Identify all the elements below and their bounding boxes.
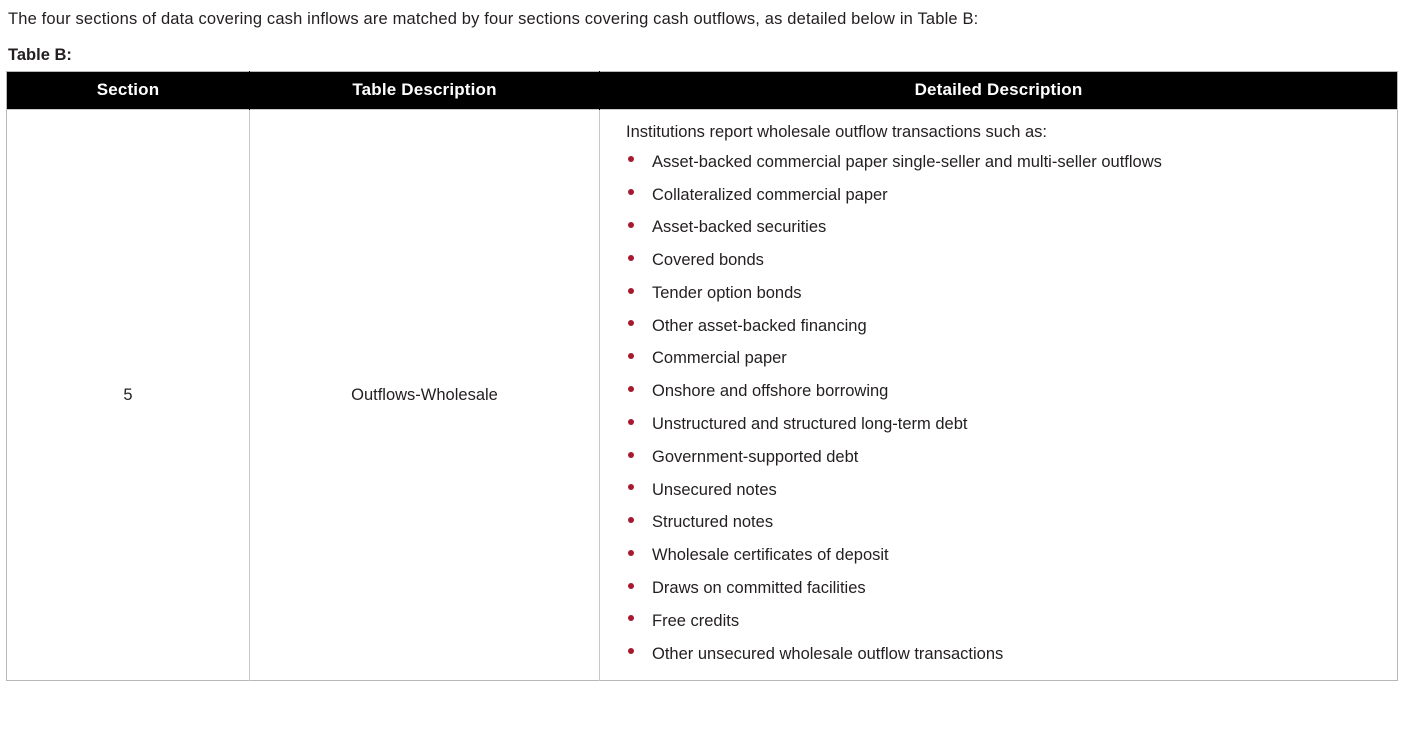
list-item-label: Covered bonds [652, 251, 764, 270]
table-body [7, 110, 1398, 681]
bullet-icon [628, 550, 634, 556]
list-item-label: Tender option bonds [652, 283, 802, 302]
list-item [626, 218, 1387, 238]
bullet-icon [628, 255, 634, 261]
list-item-label: Draws on committed facilities [652, 579, 866, 598]
bullet-icon [628, 156, 634, 162]
table-caption: Table B: [8, 46, 72, 65]
list-item-label: Asset-backed securities [652, 218, 827, 237]
list-item [626, 645, 1387, 665]
bullet-icon [628, 648, 634, 654]
list-item-label: Unstructured and structured long-term debt [652, 415, 968, 434]
list-item-label: Unsecured notes [652, 480, 777, 499]
list-item [626, 546, 1387, 566]
bullet-icon [628, 484, 634, 490]
list-item [626, 513, 1387, 533]
list-item [626, 251, 1387, 271]
list-item [626, 448, 1387, 468]
table-b [6, 71, 1398, 681]
cell-table-description: Outflows-Wholesale [250, 110, 600, 681]
list-item-label: Asset-backed commercial paper single-seller and multi-seller outflows [652, 152, 1162, 171]
bullet-icon [628, 222, 634, 228]
list-item-label: Other asset-backed financing [652, 316, 867, 335]
list-item-label: Onshore and offshore borrowing [652, 382, 889, 401]
list-item [626, 317, 1387, 337]
list-item-label: Structured notes [652, 513, 774, 532]
detail-bullet-list [626, 153, 1387, 665]
detail-lead-text: Institutions report wholesale outflow transactions such as: [626, 123, 1047, 142]
list-item-label: Collateralized commercial paper [652, 185, 888, 204]
bullet-icon [628, 189, 634, 195]
list-item [626, 481, 1387, 501]
list-item [626, 382, 1387, 402]
list-item [626, 579, 1387, 599]
table-header-row [7, 72, 1398, 110]
cell-section-number: 5 [7, 110, 250, 681]
cell-detailed-description [600, 110, 1398, 681]
list-item-label: Other unsecured wholesale outflow transactions [652, 644, 1004, 663]
column-header-table-description: Table Description [250, 72, 600, 110]
list-item-label: Wholesale certificates of deposit [652, 546, 889, 565]
list-item [626, 153, 1387, 173]
bullet-icon [628, 615, 634, 621]
bullet-icon [628, 386, 634, 392]
list-item [626, 415, 1387, 435]
bullet-icon [628, 583, 634, 589]
list-item [626, 349, 1387, 369]
bullet-icon [628, 320, 634, 326]
bullet-icon [628, 419, 634, 425]
column-header-detailed-description: Detailed Description [600, 72, 1398, 110]
bullet-icon [628, 288, 634, 294]
table-row [7, 110, 1398, 681]
list-item-label: Commercial paper [652, 349, 787, 368]
bullet-icon [628, 452, 634, 458]
list-item [626, 186, 1387, 206]
column-header-section: Section [7, 72, 250, 110]
list-item [626, 612, 1387, 632]
intro-paragraph: The four sections of data covering cash inflows are matched by four sections covering cash outflows, as detailed below in Table B: [8, 10, 979, 28]
bullet-icon [628, 517, 634, 523]
bullet-icon [628, 353, 634, 359]
list-item-label: Government-supported debt [652, 447, 859, 466]
table-header [7, 72, 1398, 110]
list-item-label: Free credits [652, 611, 740, 630]
list-item [626, 284, 1387, 304]
